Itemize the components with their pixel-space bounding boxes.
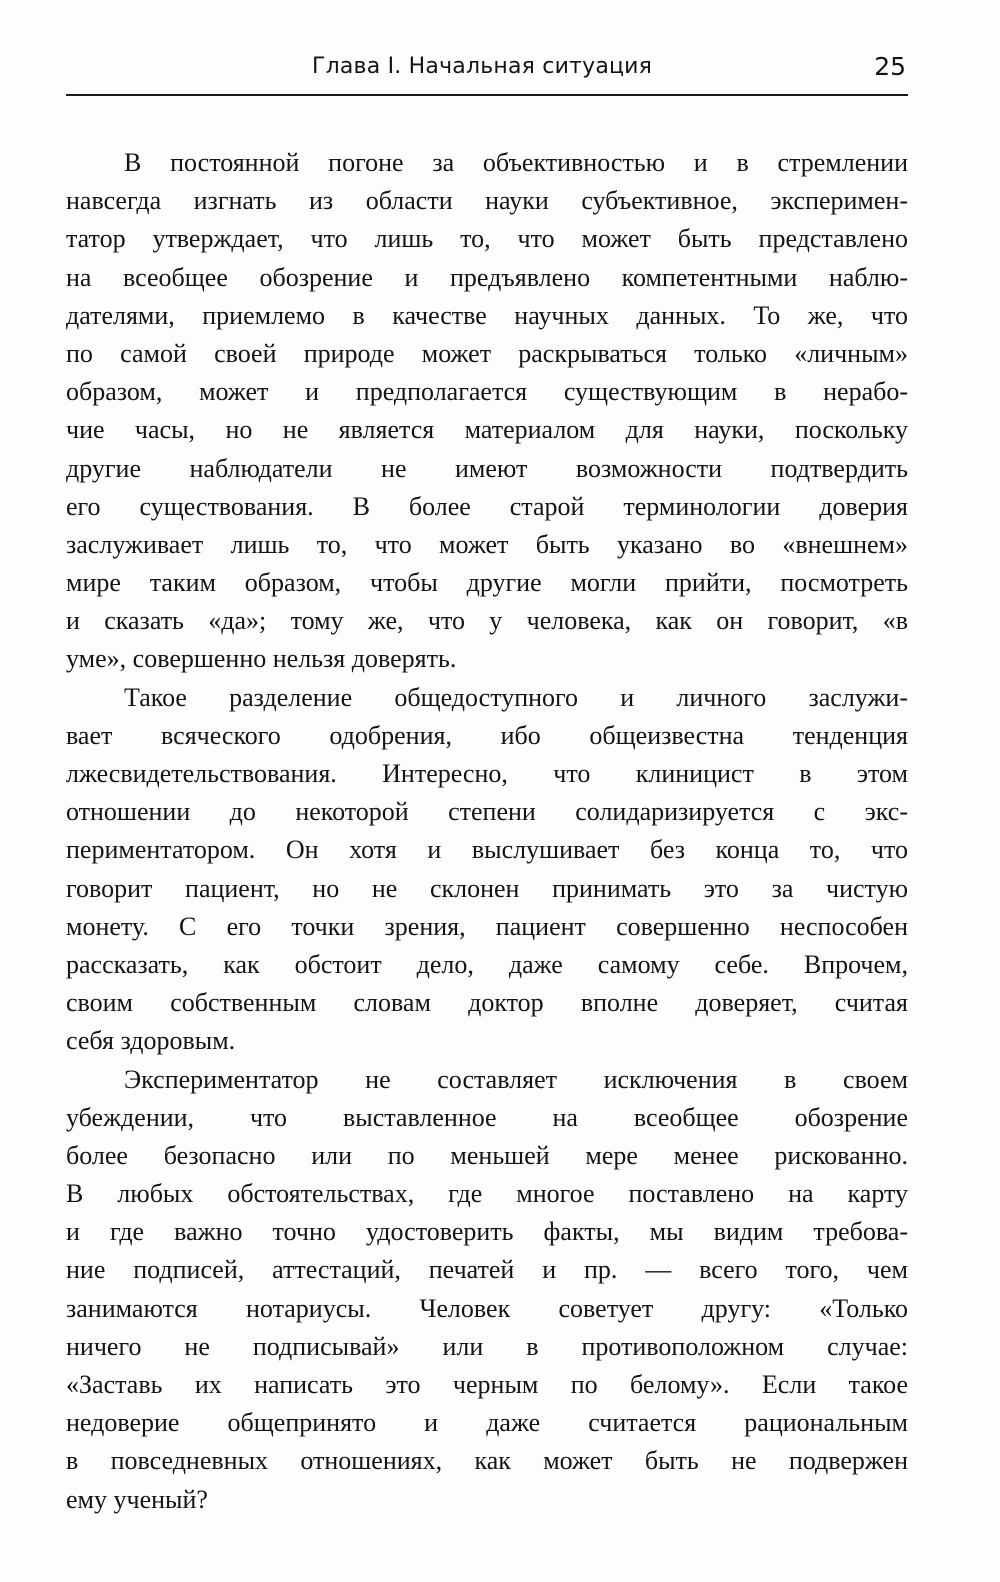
paragraph	[66, 1061, 908, 1519]
text-line: говорит пациент, но не склонен принимать это за чистую	[66, 873, 908, 903]
text-line: занимаются нотариусы. Человек советует другу: «Только	[66, 1293, 908, 1323]
text-line: и где важно точно удостоверить факты, мы видим требова-	[66, 1217, 908, 1247]
body-text	[66, 144, 908, 1519]
text-line: чие часы, но не является материалом для науки, поскольку	[66, 415, 908, 445]
text-line: «Заставь их написать это черным по белому». Если такое	[66, 1370, 908, 1399]
text-line: лжесвидетельствования. Интересно, что клиницист в этом	[66, 759, 908, 788]
text-line: навсегда изгнать из области науки субъективное, эксперимен-	[66, 186, 908, 216]
text-line: убеждении, что выставленное на всеобщее обозрение	[66, 1102, 908, 1132]
text-line: монету. С его точки зрения, пациент совершенно неспособен	[66, 911, 908, 941]
text-line: татор утверждает, что лишь то, что может быть представлено	[66, 224, 908, 254]
text-line: ему ученый?	[66, 1484, 208, 1514]
text-line: и сказать «да»; тому же, что у человека, как он говорит, «в	[66, 606, 908, 636]
text-line: другие наблюдатели не имеют возможности подтвердить	[66, 453, 908, 483]
text-line: по самой своей природе может раскрываться только «личным»	[66, 338, 908, 368]
text-line: В любых обстоятельствах, где многое поставлено на карту	[66, 1179, 908, 1209]
text-line: в повседневных отношениях, как может быть не подвержен	[66, 1446, 908, 1476]
text-line: заслуживает лишь то, что может быть указано во «внешнем»	[66, 529, 908, 559]
text-line: ние подписей, аттестаций, печатей и пр. — всего того, чем	[66, 1255, 908, 1285]
text-line: Экспериментатор не составляет исключения в своем	[124, 1064, 908, 1094]
text-line: ничего не подписывай» или в противоположном случае:	[66, 1331, 908, 1361]
text-line: на всеобщее обозрение и предъявлено компетентными наблю-	[66, 262, 908, 292]
text-line: отношении до некоторой степени солидаризируется с экс-	[66, 797, 908, 827]
text-line: недоверие общепринято и даже считается рациональным	[66, 1408, 908, 1438]
text-line: рассказать, как обстоит дело, даже самому себе. Впрочем,	[66, 949, 908, 979]
text-line: себя здоровым.	[66, 1026, 236, 1056]
text-line: мире таким образом, чтобы другие могли прийти, посмотреть	[66, 568, 908, 598]
page-number: 25	[874, 52, 906, 81]
paragraph	[66, 679, 908, 1061]
running-header	[66, 50, 908, 96]
text-line: В постоянной погоне за объективностью и в стремлении	[124, 148, 908, 177]
text-line: периментатором. Он хотя и выслушивает без конца то, что	[66, 835, 908, 865]
text-line: дателями, приемлемо в качестве научных данных. То же, что	[66, 300, 908, 330]
chapter-running-title: Глава I. Начальная ситуация	[312, 54, 653, 79]
text-line: уме», совершенно нельзя доверять.	[66, 644, 457, 674]
text-line: его существования. В более старой терминологии доверия	[66, 491, 908, 521]
text-line: вает всяческого одобрения, ибо общеизвестна тенденция	[66, 720, 908, 750]
text-line: Такое разделение общедоступного и личного заслужи-	[124, 682, 908, 712]
text-line: более безопасно или по меньшей мере менее рискованно.	[66, 1140, 908, 1170]
text-line: своим собственным словам доктор вполне доверяет, считая	[66, 988, 908, 1018]
paragraph	[66, 144, 908, 679]
text-line: образом, может и предполагается существующим в нерабо-	[66, 377, 908, 407]
